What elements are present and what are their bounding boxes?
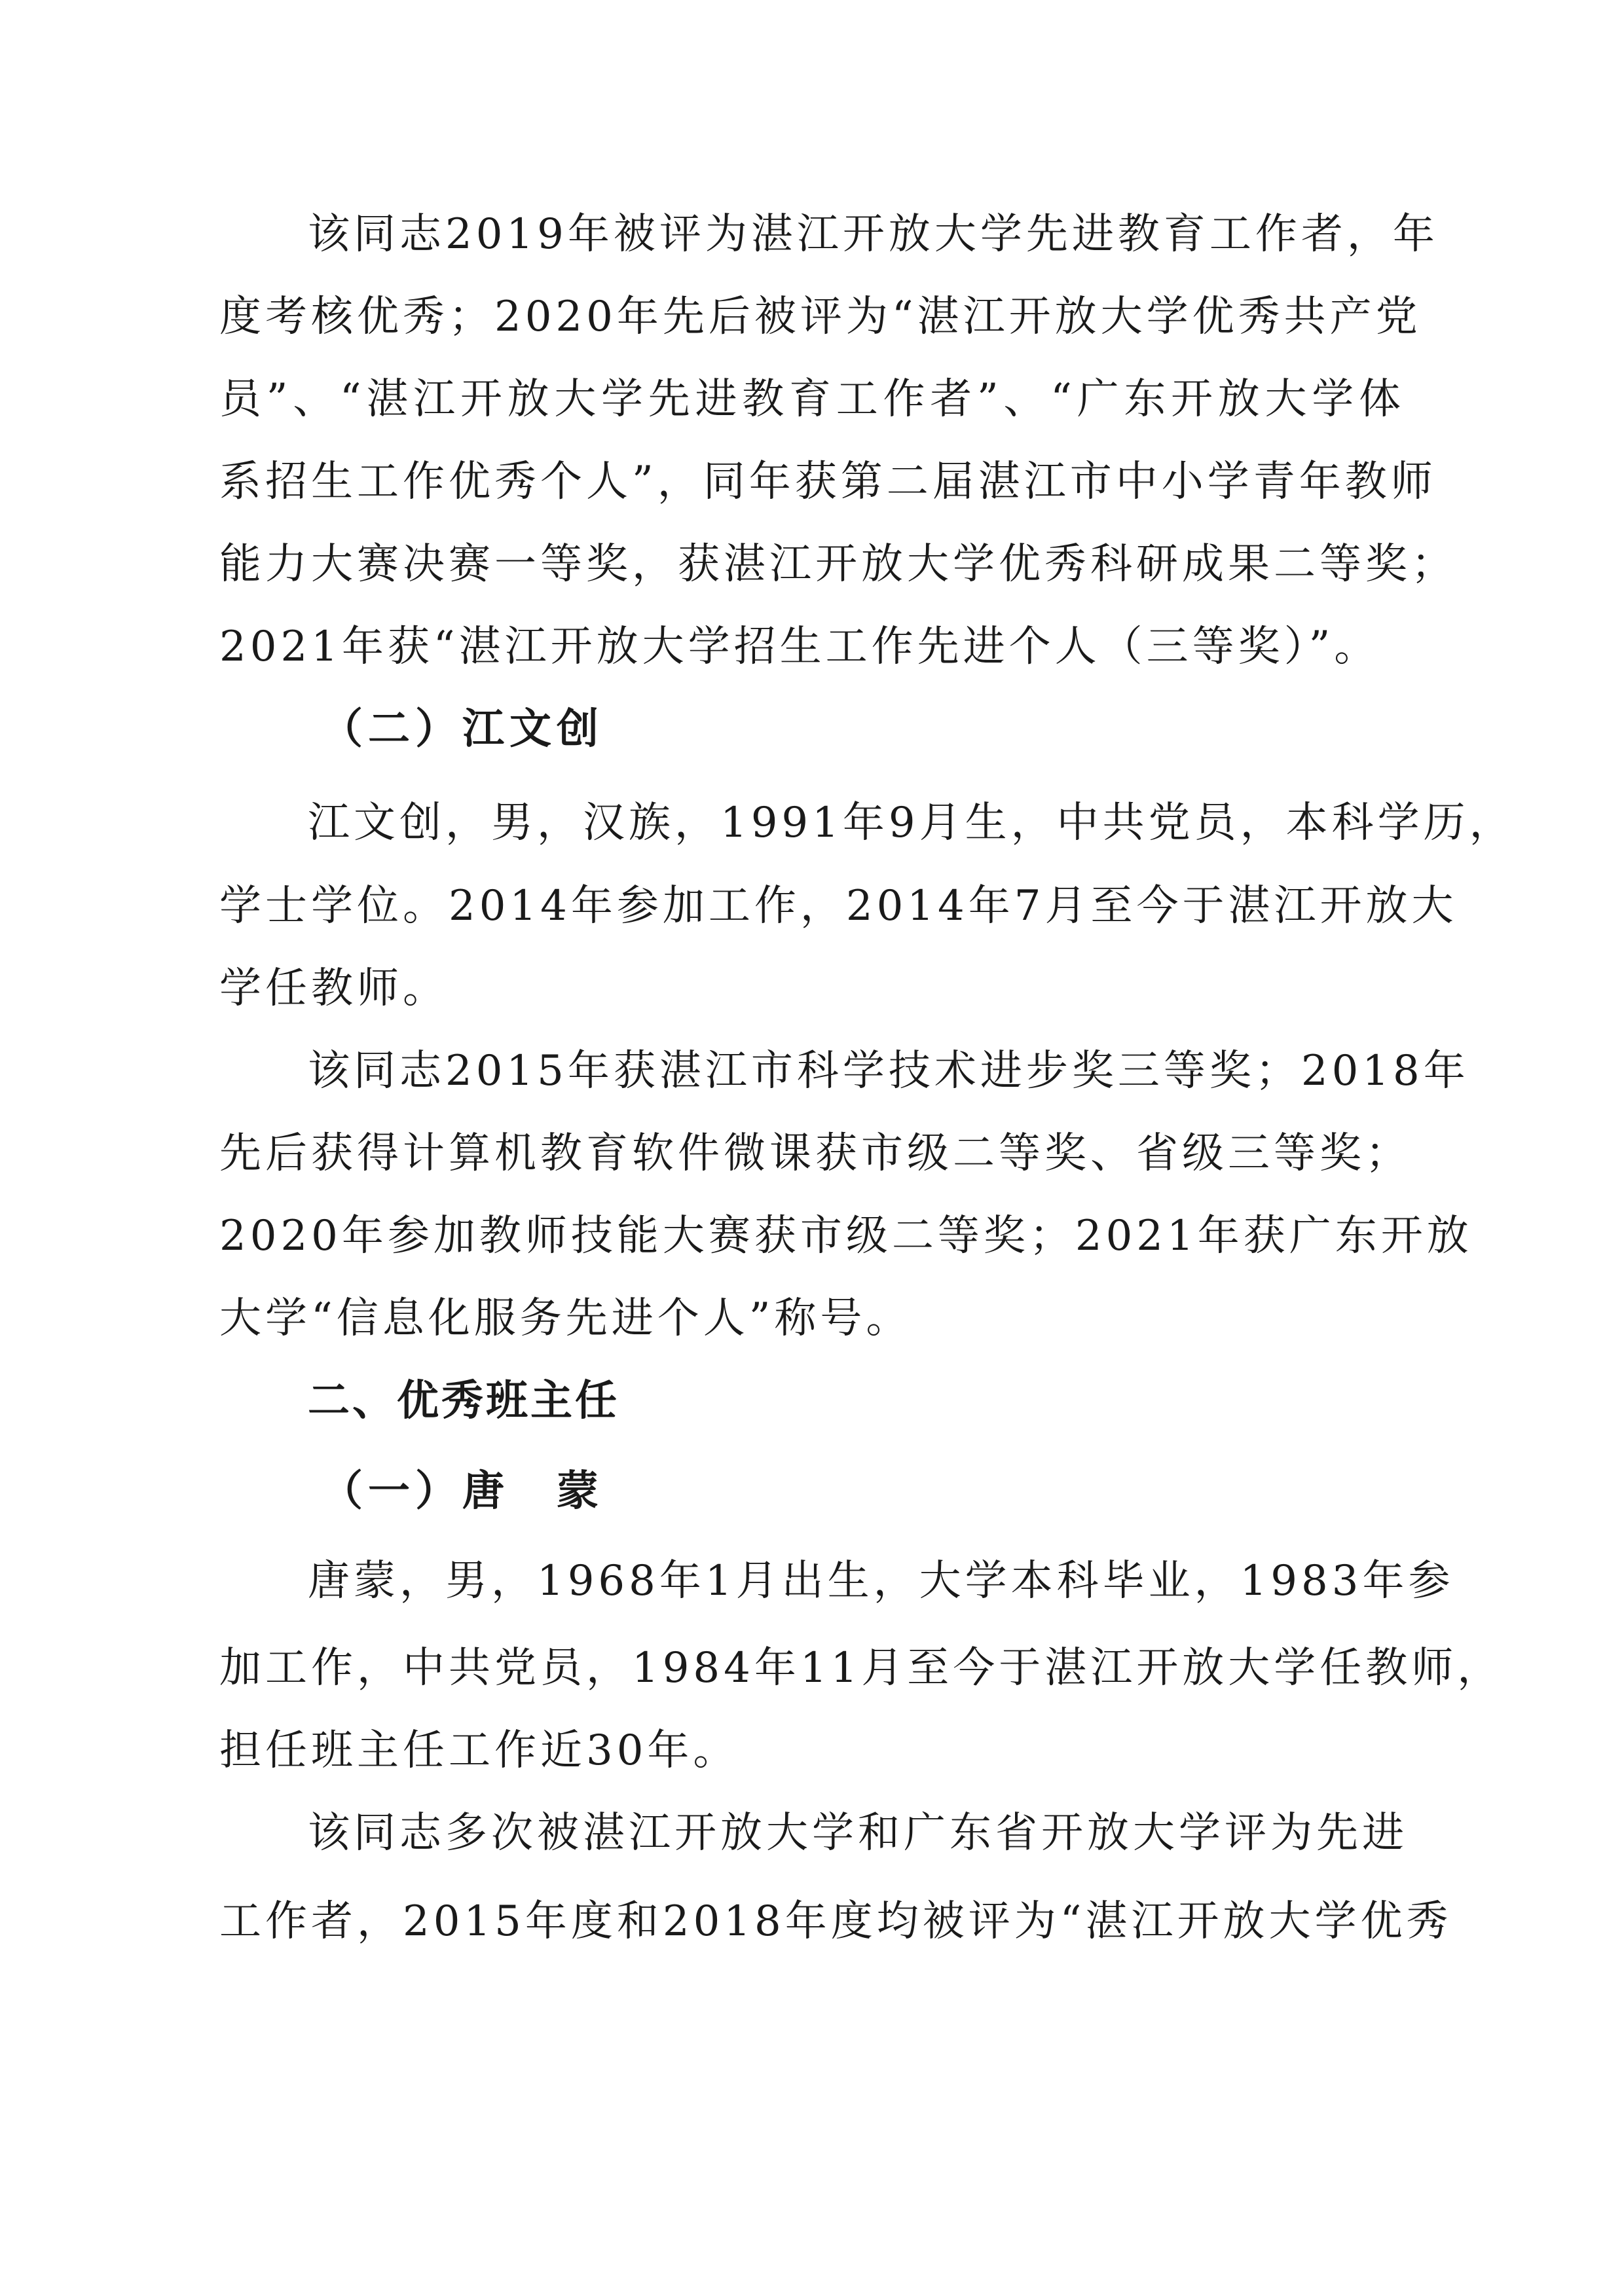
paragraph-line: 该同志2019年被评为湛江开放大学先进教育工作者，年 bbox=[308, 210, 1439, 259]
paragraph-line: 加工作，中共党员，1984年11月至今于湛江开放大学任教师， bbox=[219, 1644, 1504, 1692]
paragraph-line: 该同志多次被湛江开放大学和广东省开放大学评为先进 bbox=[308, 1809, 1408, 1857]
paragraph-line: 先后获得计算机教育软件微课获市级二等奖、省级三等奖； bbox=[219, 1129, 1411, 1178]
paragraph-line: 江文创，男，汉族，1991年9月生，中共党员，本科学历， bbox=[308, 799, 1515, 847]
paragraph-line: 2020年参加教师技能大赛获市级二等奖；2021年获广东开放 bbox=[219, 1212, 1473, 1260]
paragraph-line: 该同志2015年获湛江市科学技术进步奖三等奖；2018年 bbox=[308, 1047, 1469, 1095]
paragraph-line: 担任班主任工作近30年。 bbox=[219, 1726, 739, 1775]
section-subheading: （一）唐 蒙 bbox=[321, 1467, 604, 1516]
paragraph-line: 能力大赛决赛一等奖，获湛江开放大学优秀科研成果二等奖； bbox=[219, 540, 1457, 589]
paragraph-line: 工作者，2015年度和2018年度均被评为“湛江开放大学优秀 bbox=[219, 1897, 1452, 1946]
section-heading: 二、优秀班主任 bbox=[308, 1377, 619, 1425]
paragraph-line: 大学“信息化服务先进个人”称号。 bbox=[219, 1294, 912, 1343]
paragraph-line: 2021年获“湛江开放大学招生工作先进个人（三等奖）”。 bbox=[219, 623, 1380, 671]
paragraph-line: 度考核优秀；2020年先后被评为“湛江开放大学优秀共产党 bbox=[219, 293, 1422, 341]
section-subheading: （二）江文创 bbox=[321, 704, 604, 754]
paragraph-line: 系招生工作优秀个人”，同年获第二届湛江市中小学青年教师 bbox=[219, 458, 1437, 506]
paragraph-line: 学士学位。2014年参加工作，2014年7月至今于湛江开放大 bbox=[219, 882, 1458, 930]
paragraph-line: 唐蒙，男，1968年1月出生，大学本科毕业，1983年参 bbox=[308, 1557, 1454, 1605]
paragraph-line: 学任教师。 bbox=[219, 964, 449, 1013]
paragraph-line: 员”、“湛江开放大学先进教育工作者”、“广东开放大学体 bbox=[219, 375, 1405, 424]
